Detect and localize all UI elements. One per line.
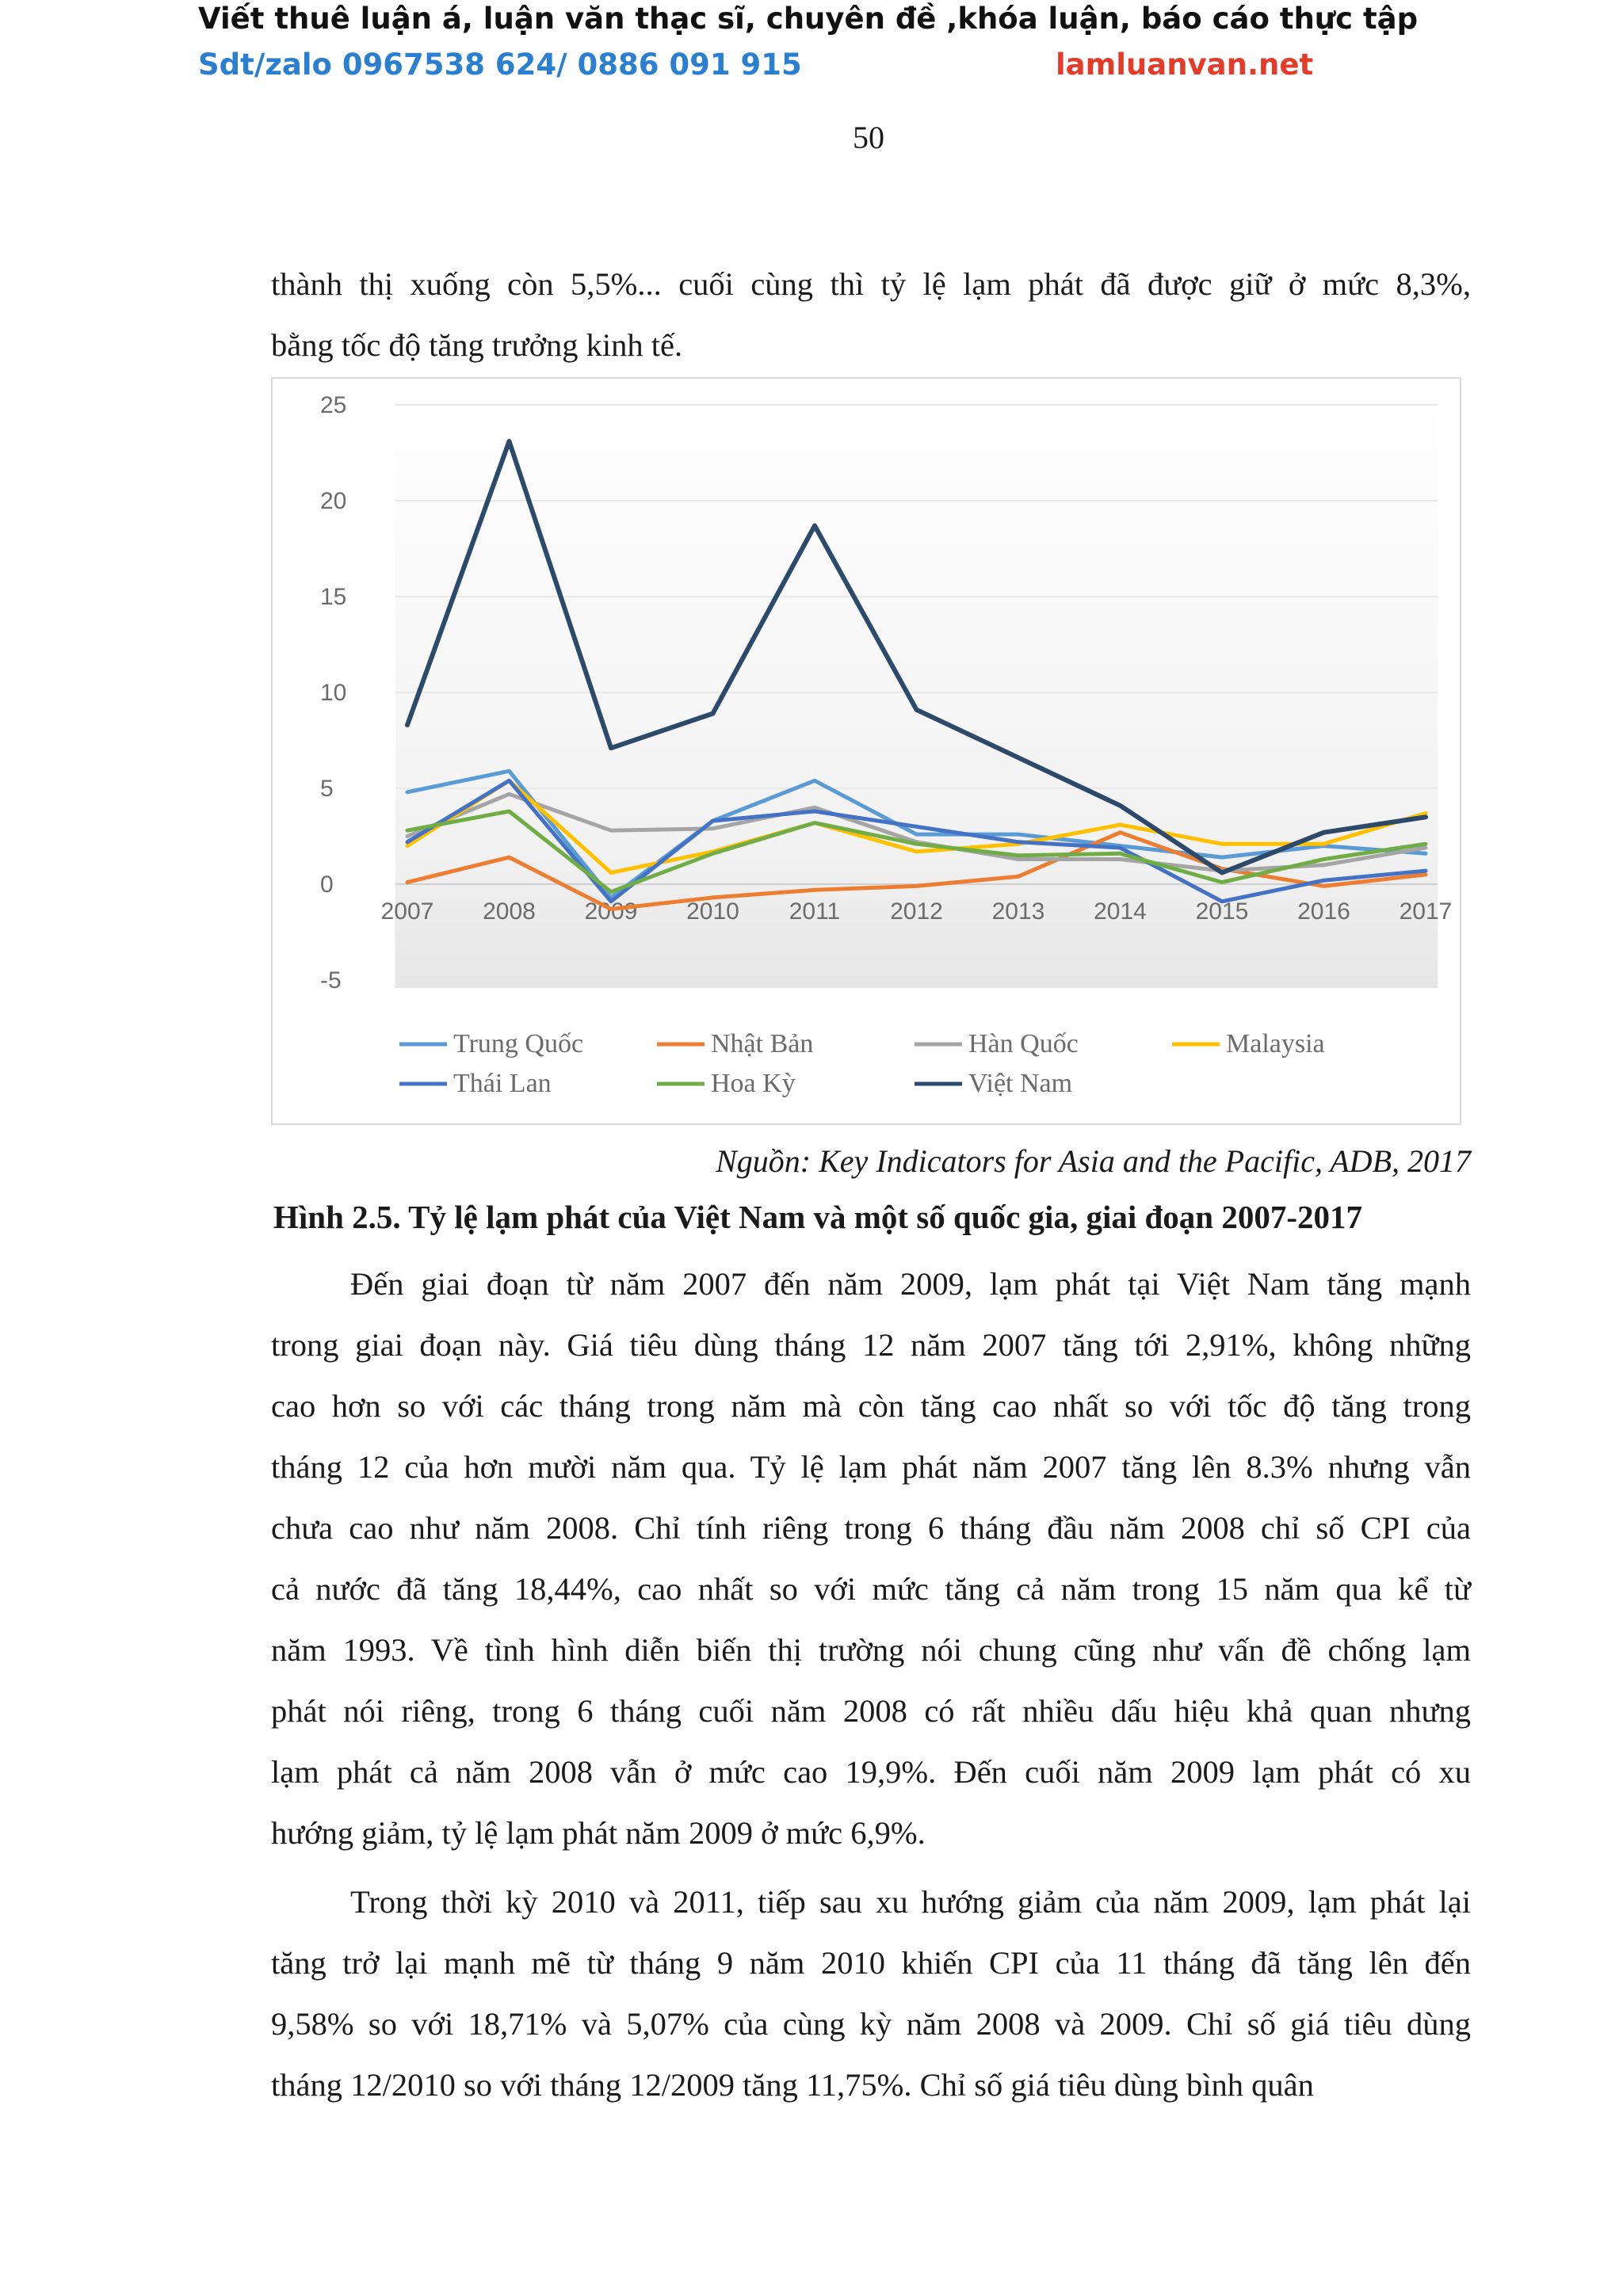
- y-tick-label: 20: [320, 488, 347, 514]
- text-line: thành thị xuống còn 5,5%... cuối cùng thì tỷ lệ lạm phát đã được giữ ở mức 8,3%,: [271, 266, 1471, 302]
- header-contact: Sdt/zalo 0967538 624/ 0886 091 915: [198, 48, 802, 82]
- x-tick-label: 2011: [789, 898, 841, 925]
- x-tick-label: 2013: [991, 898, 1045, 925]
- y-tick-label: 0: [320, 871, 334, 898]
- text-line: Trong thời kỳ 2010 và 2011, tiếp sau xu hướng giảm của năm 2009, lạm phát lại: [350, 1884, 1471, 1920]
- body-paragraph-1: [271, 1253, 1471, 1863]
- x-tick-label: 2016: [1297, 898, 1350, 925]
- text-line: tháng 12 của hơn mười năm qua. Tỷ lệ lạm phát năm 2007 tăng lên 8.3% nhưng vẫn: [271, 1449, 1471, 1485]
- inflation-chart: [271, 377, 1461, 1125]
- text-line: trong giai đoạn này. Giá tiêu dùng tháng 12 năm 2007 tăng tới 2,91%, không những: [271, 1327, 1471, 1363]
- y-tick-label: 25: [320, 392, 347, 418]
- x-tick-label: 2010: [686, 898, 739, 925]
- x-tick-label: 2012: [890, 898, 943, 925]
- body-paragraph-2: [271, 1871, 1471, 2115]
- text-line: 9,58% so với 18,71% và 5,07% của cùng kỳ năm 2008 và 2009. Chỉ số giá tiêu dùng: [271, 2006, 1471, 2042]
- page-number: 50: [853, 120, 884, 155]
- text-line: Đến giai đoạn từ năm 2007 đến năm 2009, lạm phát tại Việt Nam tăng mạnh: [350, 1266, 1471, 1302]
- text-line: năm 1993. Về tình hình diễn biến thị trường nói chung cũng như vấn đề chống lạm: [271, 1632, 1471, 1668]
- text-line: bằng tốc độ tăng trưởng kinh tế.: [271, 327, 683, 363]
- y-tick-label: 5: [320, 776, 334, 802]
- text-line: lạm phát cả năm 2008 vẫn ở mức cao 19,9%. Đến cuối năm 2009 lạm phát có xu: [271, 1754, 1471, 1790]
- header-website[interactable]: lamluanvan.net: [1056, 48, 1314, 82]
- x-tick-label: 2015: [1195, 898, 1249, 925]
- x-tick-label: 2017: [1399, 898, 1453, 925]
- y-tick-label: -5: [320, 967, 342, 994]
- text-line: tăng trở lại mạnh mẽ từ tháng 9 năm 2010 khiến CPI của 11 tháng đã tăng lên đến: [271, 1945, 1471, 1981]
- x-tick-label: 2014: [1094, 898, 1147, 925]
- legend-label: Hoa Kỳ: [711, 1069, 796, 1098]
- legend-label: Nhật Bản: [711, 1029, 814, 1058]
- text-line: hướng giảm, tỷ lệ lạm phát năm 2009 ở mức 6,9%.: [271, 1815, 926, 1851]
- y-tick-label: 15: [320, 584, 347, 610]
- line-chart-svg: [273, 379, 1461, 1125]
- legend-label: Trung Quốc: [453, 1029, 584, 1058]
- text-line: cả nước đã tăng 18,44%, cao nhất so với mức tăng cả năm trong 15 năm qua kể từ: [271, 1571, 1471, 1607]
- x-tick-label: 2009: [584, 898, 638, 925]
- intro-paragraph: [271, 254, 1471, 376]
- x-tick-label: 2007: [380, 898, 434, 925]
- text-line: chưa cao như năm 2008. Chỉ tính riêng trong 6 tháng đầu năm 2008 chỉ số CPI của: [271, 1510, 1471, 1546]
- figure-caption: Hình 2.5. Tỷ lệ lạm phát của Việt Nam và một số quốc gia, giai đoạn 2007-2017: [273, 1199, 1362, 1235]
- legend-label: Hàn Quốc: [968, 1029, 1079, 1058]
- legend-label: Malaysia: [1226, 1029, 1325, 1058]
- figure-source: Nguồn: Key Indicators for Asia and the Pacific, ADB, 2017: [716, 1143, 1471, 1179]
- text-line: cao hơn so với các tháng trong năm mà còn tăng cao nhất so với tốc độ tăng trong: [271, 1388, 1471, 1424]
- text-line: phát nói riêng, trong 6 tháng cuối năm 2008 có rất nhiều dấu hiệu khả quan nhưng: [271, 1693, 1471, 1729]
- x-tick-label: 2008: [483, 898, 536, 925]
- header-title: Viết thuê luận á, luận văn thạc sĩ, chuyên đề ,khóa luận, báo cáo thực tập: [198, 2, 1419, 36]
- legend-label: Thái Lan: [453, 1069, 552, 1098]
- y-tick-label: 10: [320, 680, 347, 706]
- text-line: tháng 12/2010 so với tháng 12/2009 tăng 11,75%. Chỉ số giá tiêu dùng bình quân: [271, 2067, 1314, 2103]
- legend-label: Việt Nam: [968, 1069, 1073, 1098]
